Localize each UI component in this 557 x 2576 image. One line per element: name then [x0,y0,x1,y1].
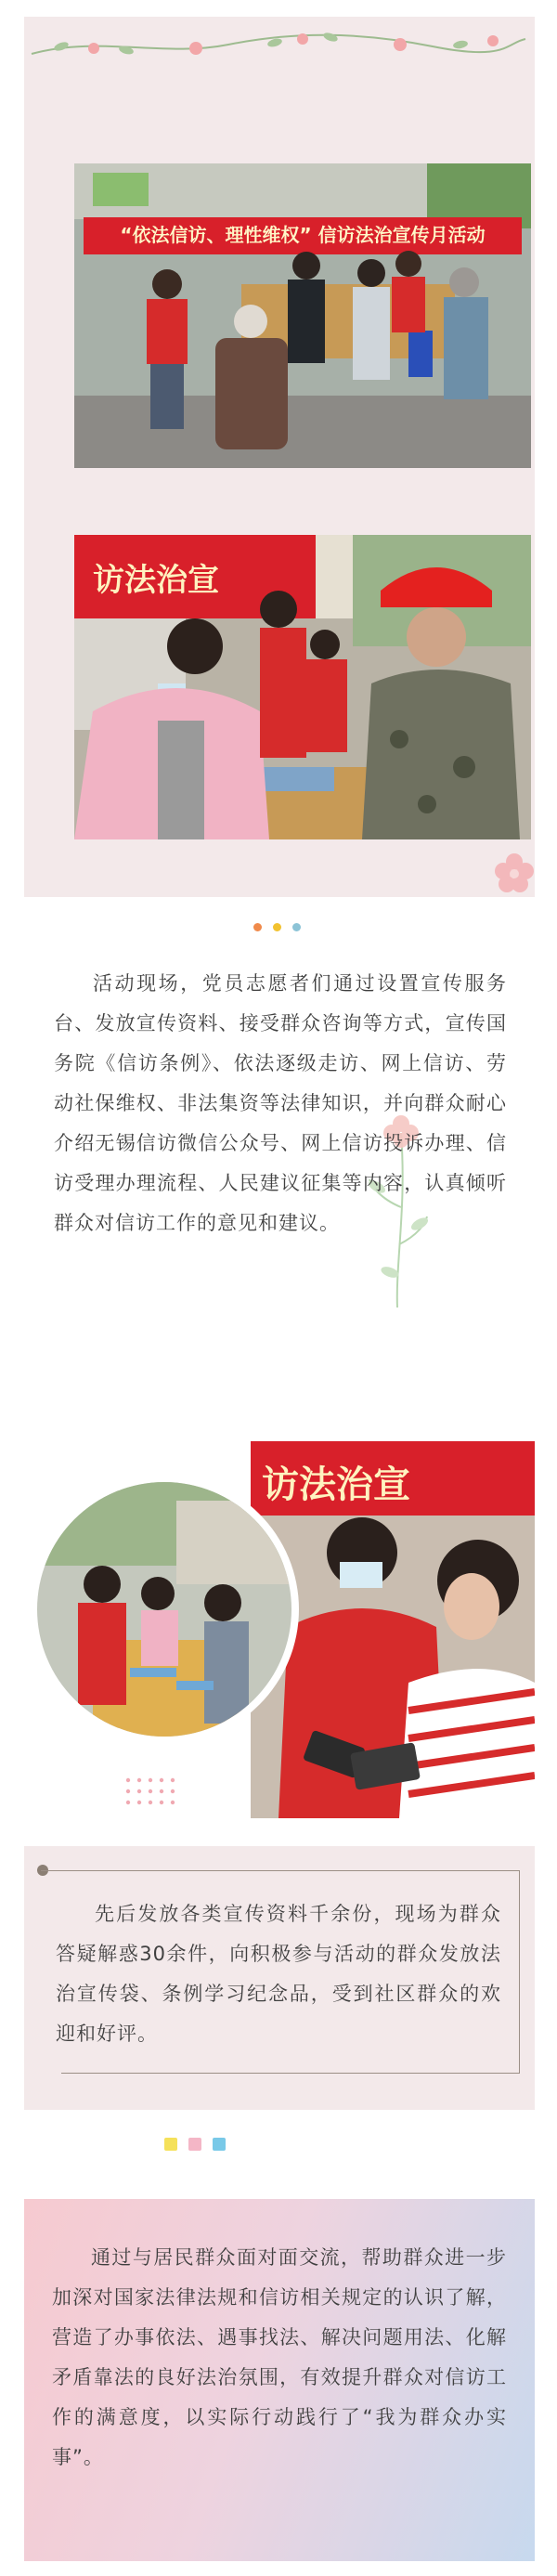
banner-text-3: 访法治宣 [262,1464,410,1506]
paragraph-activity: 活动现场，党员志愿者们通过设置宣传服务台、发放宣传资料、接受群众咨询等方式，宣传国务院《信访条例》、依法逐级走访、网上信访、劳动社保维权、非法集资等法律知识，并向群众耐心介绍无锡信访微信公众号、网上信访投诉办理、信访受理办理流程、人民建议征集等内容，认真倾听群众对信访工作的意见和建议。 [54,972,507,1235]
dots-separator-2 [164,2138,226,2151]
frame-line-top [41,1870,520,1871]
activity-photo-2 [74,535,531,839]
photo-panel [24,17,535,897]
frame-line-right [519,1870,520,2073]
activity-photo-4 [37,1482,291,1737]
banner-text-1: “依法信访、理性维权” 信访法治宣传月活动 [120,224,486,246]
vine-decoration [24,17,535,72]
frame-line-bottom [61,2073,520,2074]
activity-photo-1 [74,163,531,468]
circle-photo-frame [30,1475,299,1744]
paragraph-conclusion: 通过与居民群众面对面交流，帮助群众进一步加深对国家法律法规和信访相关规定的认识了解，营造了办事依法、遇事找法、解决问题用法、化解矛盾靠法的良好法治氛围，有效提升群众对信访工作的满意度，以实际行动践行了“我为群众办实事”。 [52,2246,507,2469]
dots-separator-1 [253,923,301,931]
banner-text-2: 访法治宣 [93,562,219,599]
blossom-decoration [494,852,535,893]
dot-grid-decoration [124,1776,180,1810]
paragraph-summary: 先后发放各类宣传资料千余份，现场为群众答疑解惑30余件，向积极参与活动的群众发放法治宣传袋、条例学习纪念品，受到社区群众的欢迎和好评。 [56,1903,501,2046]
